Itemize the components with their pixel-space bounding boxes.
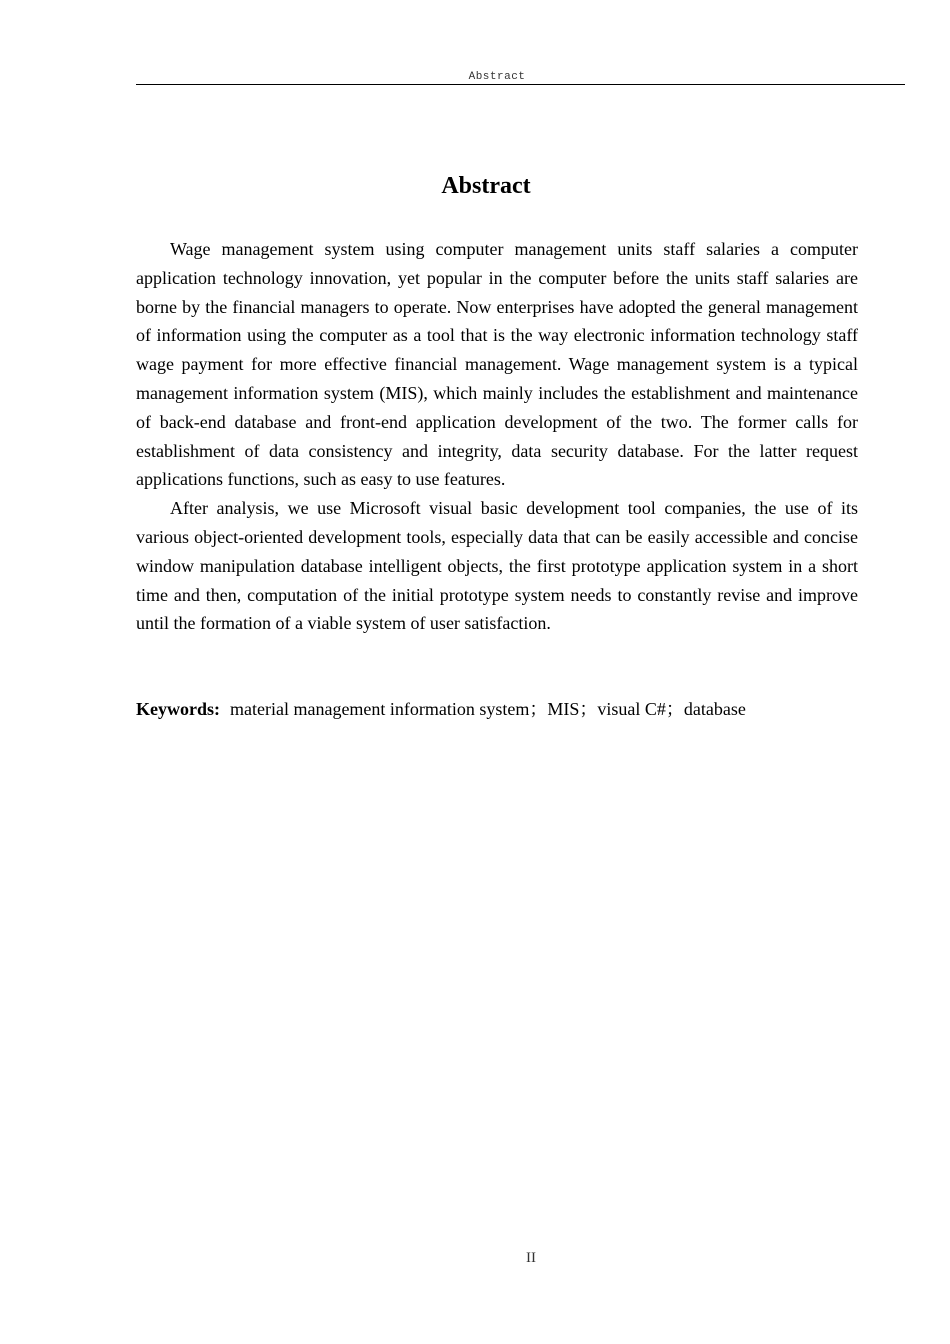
abstract-paragraph-1: Wage management system using computer management units staff salaries a computer application technology innovation, yet popular in the computer before the units staff salaries are borne by the financial managers to operate. Now enterprises have adopted the general management of information using the computer as a tool that is the way electronic information technology staff wage payment for more effective financial management. Wage management system is a typical management information system (MIS), which mainly includes the establishment and maintenance of back-end database and front-end application development of the two. The former calls for establishment of data consistency and integrity, data security database. For the latter request applications functions, such as easy to use features. [136, 239, 858, 490]
abstract-paragraph-2: After analysis, we use Microsoft visual basic development tool companies, the use of its various object-oriented development tools, especially data that can be easily accessible and concise window manipulation database intelligent objects, the first prototype application system in a short time and then, computation of the initial prototype system needs to constantly revise and improve until the formation of a viable system of user satisfaction. [136, 498, 858, 634]
page-number: II [526, 1250, 536, 1266]
page-title: Abstract [441, 173, 531, 199]
header-rule [136, 84, 905, 85]
abstract-body [136, 235, 858, 638]
keywords-label: Keywords: [136, 699, 220, 719]
keywords-value: material management information system；MIS；visual C#；database [230, 699, 746, 719]
running-header: Abstract [468, 71, 526, 83]
keywords-line [136, 696, 858, 722]
